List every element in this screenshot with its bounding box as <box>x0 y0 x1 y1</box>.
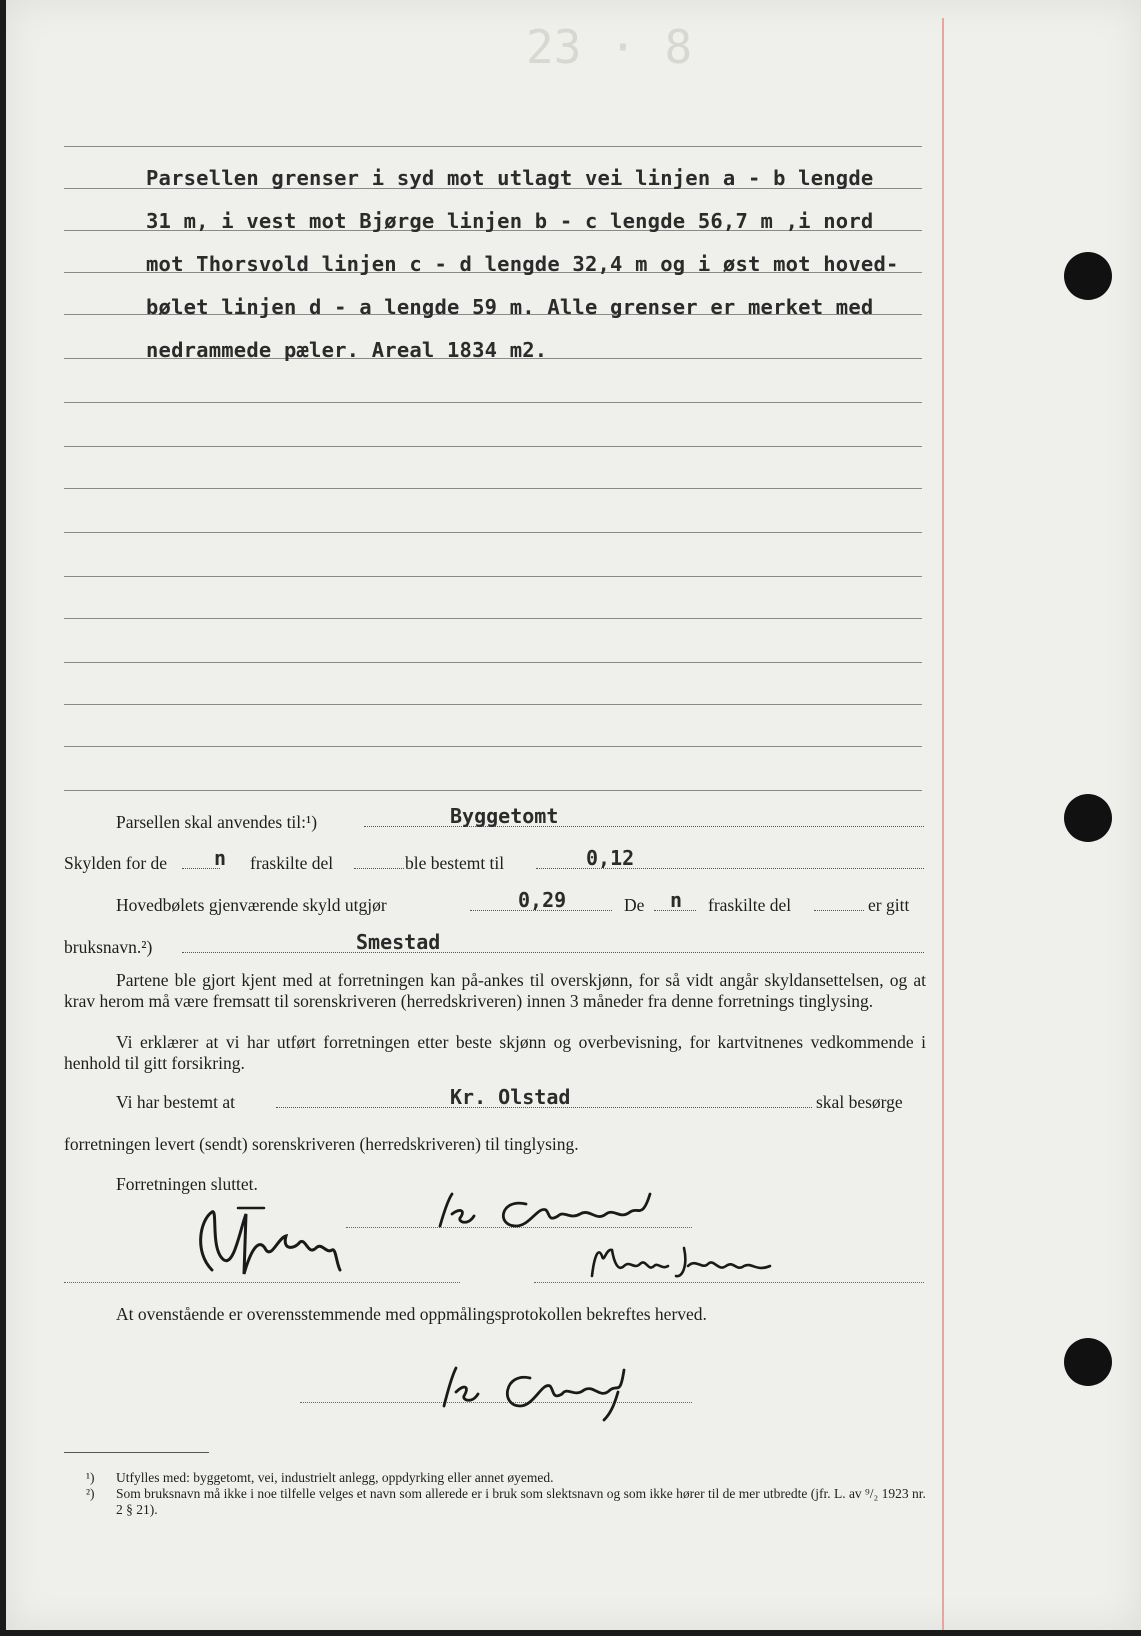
anvendes-label: Parsellen skal anvendes til:¹) <box>116 812 318 832</box>
de-n: n <box>670 888 683 912</box>
bruksnavn-value: Smestad <box>356 930 441 954</box>
besorge-label: skal besørge <box>816 1092 903 1112</box>
fill-dots <box>182 952 924 953</box>
declaration-paragraph: Vi erklærer at vi har utført forretningen etter beste skjønn og overbevisning, for kartvitnenes vedkommende i henhold til gitt forsikring. <box>64 1032 926 1073</box>
typed-line: 31 m, i vest mot Bjørge linjen b - c lengde 56,7 m ,i nord <box>146 209 874 233</box>
footnote-rule <box>64 1452 209 1453</box>
anvendes-value: Byggetomt <box>450 804 559 828</box>
fraskilte-label-2: fraskilte del <box>708 895 792 915</box>
typed-line: Parsellen grenser i syd mot utlagt vei linjen a - b lengde <box>146 166 874 190</box>
typed-line: nedrammede pæler. Areal 1834 m2. <box>146 338 548 362</box>
document-page <box>6 0 1141 1630</box>
margin-line <box>942 18 944 1630</box>
skylden-n: n <box>214 846 227 870</box>
ruled-line <box>64 446 922 447</box>
ruled-line <box>64 618 922 619</box>
johnsen-signature <box>584 1236 784 1286</box>
footnote-1 <box>86 1470 928 1486</box>
appeal-paragraph: Partene ble gjort kjent med at forretningen kan på-ankes til overskjønn, for så vidt angår skyldansettelsen, og at krav herom må være fremsatt til sorenskriveren (herredskriveren) innen 3 måneder fra denne forretnings tinglysing. <box>64 970 926 1011</box>
surveyor-signature <box>190 1190 350 1285</box>
ruled-line <box>64 746 922 747</box>
ruled-line <box>64 488 922 489</box>
typed-line: bølet linjen d - a lengde 59 m. Alle grenser er merket med <box>146 295 874 319</box>
footnote-1-text: Utfylles med: byggetomt, vei, industrielt anlegg, oppdyrking eller annet øyemed. <box>116 1470 554 1485</box>
ruled-line <box>64 532 922 533</box>
sluttet-text: Forretningen sluttet. <box>116 1174 258 1194</box>
fill-dots <box>354 868 404 869</box>
olstad-signature-text: Kr. Olstad <box>430 1186 435 1187</box>
typed-line: mot Thorsvold linjen c - d lengde 32,4 m og i øst mot hoved- <box>146 252 899 276</box>
bestemt-value: Kr. Olstad <box>450 1085 571 1109</box>
ruled-line <box>64 146 922 147</box>
skylden-value: 0,12 <box>586 846 635 870</box>
olstad-signature <box>430 1186 660 1234</box>
hovedbolet-value: 0,29 <box>518 888 567 912</box>
footnote-2-mark: ²) <box>86 1486 95 1501</box>
confirm-text: At ovenstående er overensstemmende med oppmålingsprotokollen bekreftes herved. <box>116 1304 707 1324</box>
ruled-line <box>64 704 922 705</box>
ruled-line <box>64 402 922 403</box>
bestemt-til-label: ble bestemt til <box>405 853 505 873</box>
levert-text: forretningen levert (sendt) sorenskriveren (herredskriveren) til tinglysing. <box>64 1134 579 1154</box>
bruksnavn-label: bruksnavn.²) <box>64 937 153 957</box>
footnote-1-mark: ¹) <box>86 1470 95 1485</box>
ruled-line <box>64 576 922 577</box>
bestemt-label: Vi har bestemt at <box>116 1092 235 1112</box>
de-label: De <box>624 895 645 915</box>
ruled-line <box>64 790 922 791</box>
punch-hole <box>1064 252 1112 300</box>
gitt-label: er gitt <box>868 895 910 915</box>
footnote-2-text: Som bruksnavn må ikke i noe tilfelle velges et navn som allerede er i bruk som slektsnavn og som ikke hører til de mer utbredte (jfr. L. av ⁹/₂ 1923 nr. 2 § 21). <box>116 1486 926 1517</box>
skylden-label: Skylden for de <box>64 853 168 873</box>
fill-dots <box>364 826 924 827</box>
punch-hole <box>1064 794 1112 842</box>
fraskilte-label: fraskilte del <box>250 853 334 873</box>
ruled-line <box>64 662 922 663</box>
olstad-confirm-signature <box>434 1356 654 1426</box>
footnote-2 <box>86 1486 928 1517</box>
hovedbolet-label: Hovedbølets gjenværende skyld utgjør <box>116 895 387 915</box>
bleed-through-marks: 23 · 8 <box>526 20 693 74</box>
fill-dots <box>814 910 864 911</box>
punch-hole <box>1064 1338 1112 1386</box>
